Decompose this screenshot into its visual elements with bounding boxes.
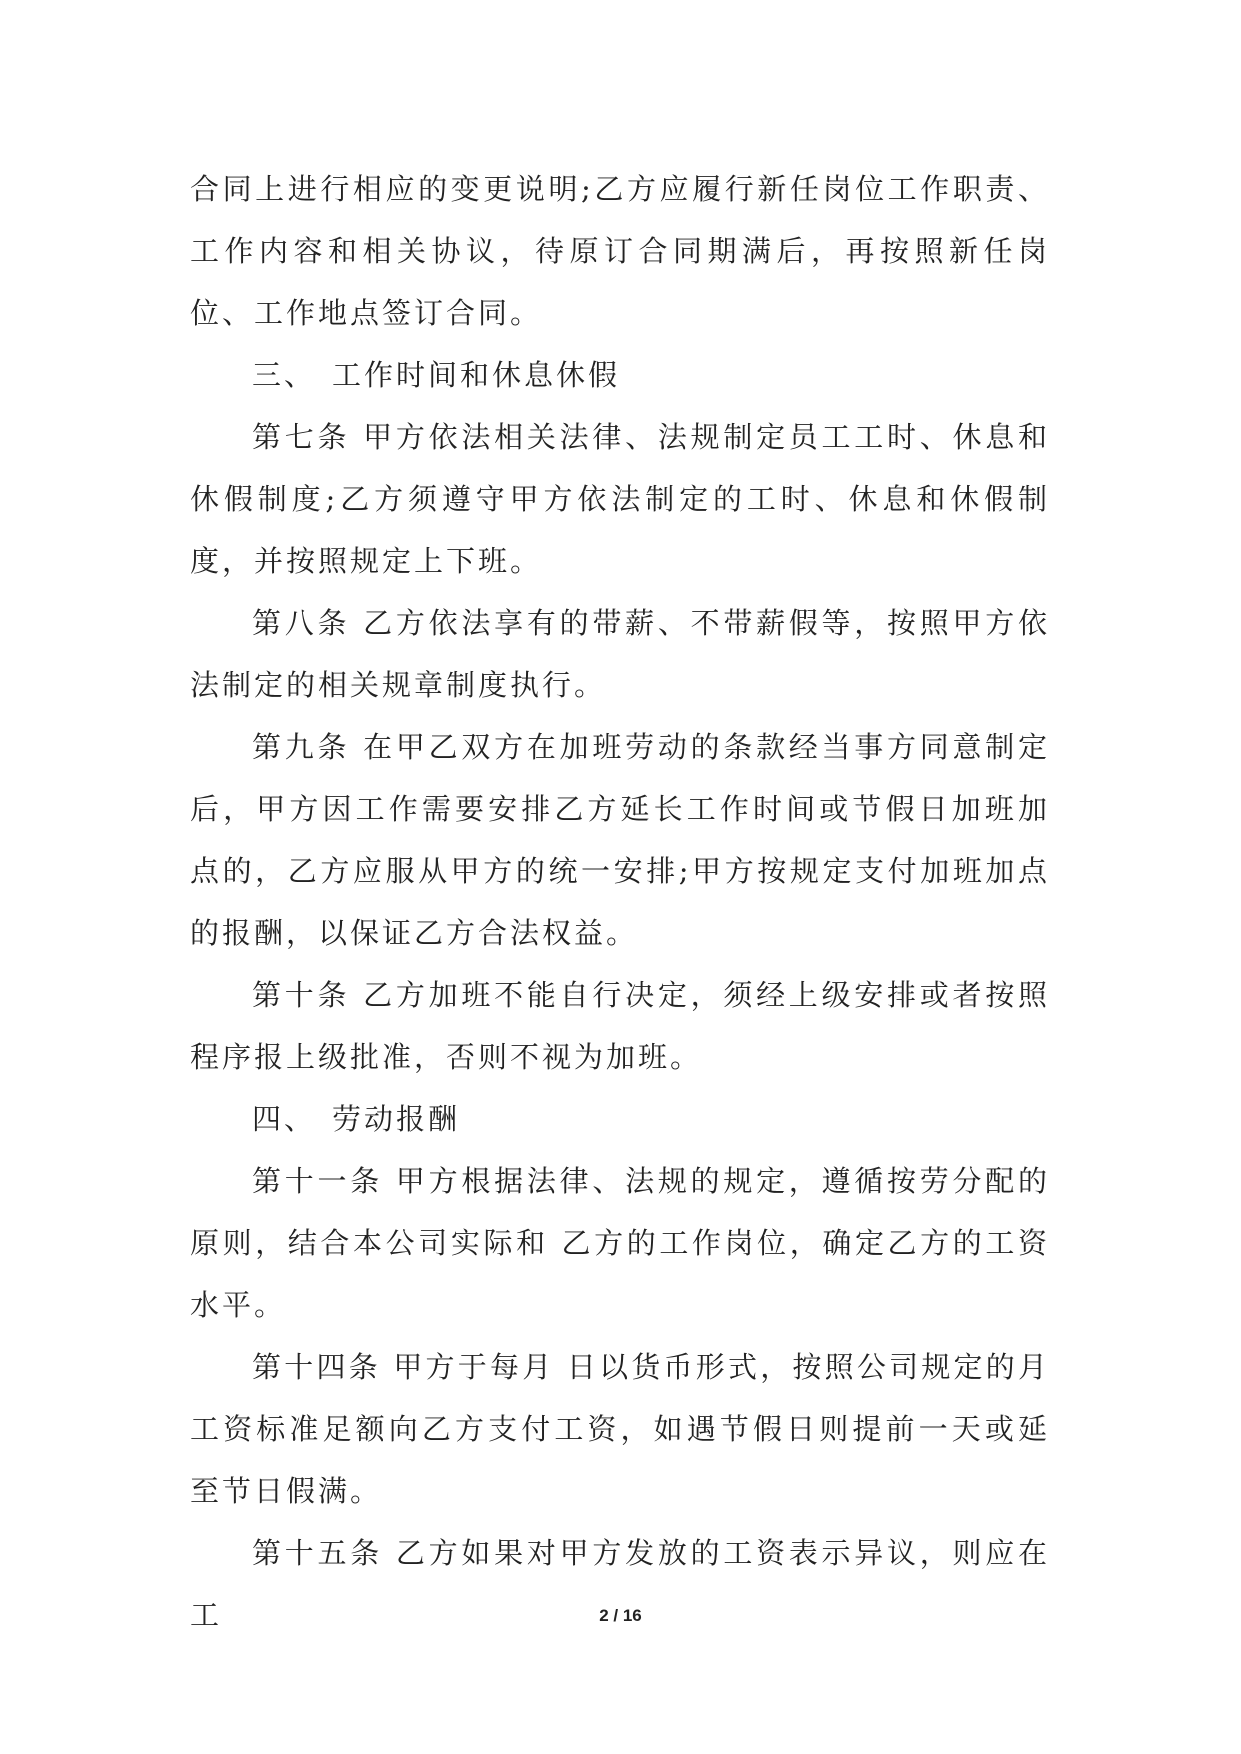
article-15: 第十五条 乙方如果对甲方发放的工资表示异议，则应在工 — [190, 1536, 1050, 1632]
article-14: 第十四条 甲方于每月 日以货币形式，按照公司规定的月工资标准足额向乙方支付工资，如遇节假日则提前一天或延至节日假满。 — [190, 1350, 1050, 1508]
paragraph-continuation: 合同上进行相应的变更说明;乙方应履行新任岗位工作职责、工作内容和相关协议，待原订合同期满后，再按照新任岗位、工作地点签订合同。 — [190, 172, 1050, 330]
section-heading-3 — [190, 344, 1050, 406]
section-number: 四、 — [252, 1102, 317, 1136]
page-number: 2 / 16 — [599, 1606, 642, 1625]
article-8: 第八条 乙方依法享有的带薪、不带薪假等，按照甲方依法制定的相关规章制度执行。 — [190, 606, 1050, 702]
section-heading-4 — [190, 1088, 1050, 1150]
section-title: 工作时间和休息休假 — [332, 358, 621, 392]
article-7: 第七条 甲方依法相关法律、法规制定员工工时、休息和休假制度;乙方须遵守甲方依法制定的工时、休息和休假制度，并按照规定上下班。 — [190, 420, 1050, 578]
article-9: 第九条 在甲乙双方在加班劳动的条款经当事方同意制定后，甲方因工作需要安排乙方延长工作时间或节假日加班加点的，乙方应服从甲方的统一安排;甲方按规定支付加班加点的报酬，以保证乙方合法权益。 — [190, 730, 1050, 950]
document-body — [190, 158, 1050, 1646]
article-10: 第十条 乙方加班不能自行决定，须经上级安排或者按照程序报上级批准，否则不视为加班。 — [190, 978, 1050, 1074]
section-number: 三、 — [252, 358, 317, 392]
section-title: 劳动报酬 — [332, 1102, 461, 1136]
article-11: 第十一条 甲方根据法律、法规的规定，遵循按劳分配的原则，结合本公司实际和 乙方的工作岗位，确定乙方的工资水平。 — [190, 1164, 1050, 1322]
